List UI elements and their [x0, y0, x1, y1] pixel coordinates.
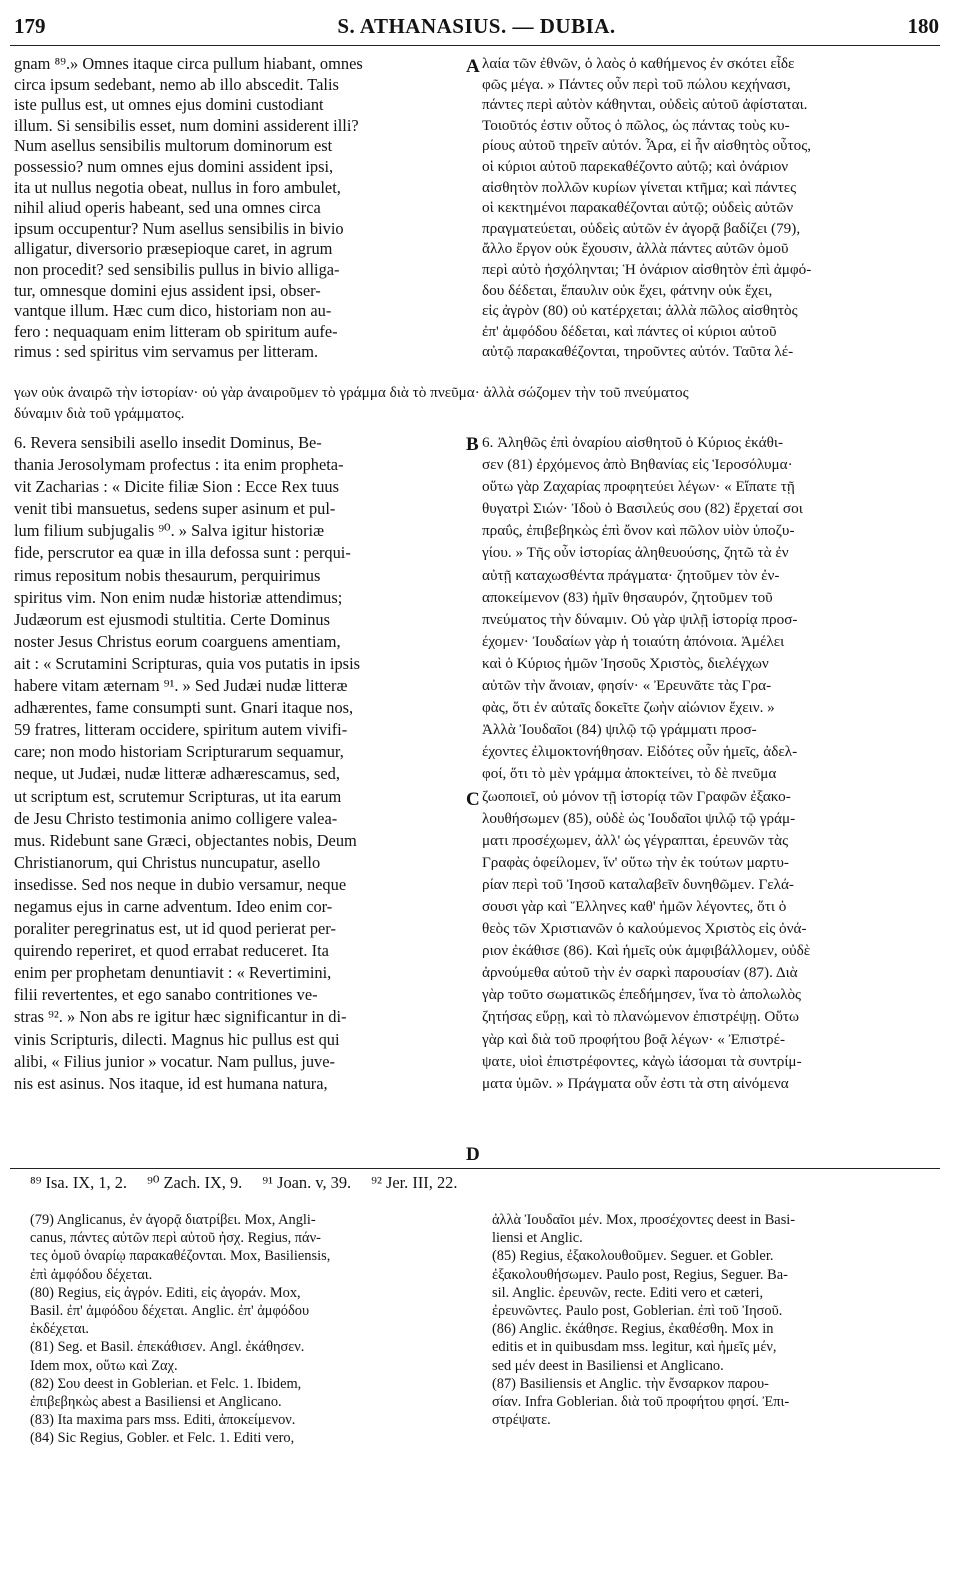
latin-line: tur, omnesque domini ejus assident ipsi, obser-	[14, 280, 321, 300]
latin-line: ait : « Scrutamini Scripturas, quia vos putatis in ipsis	[14, 653, 360, 673]
greek-line: ρίους αὐτοῦ τηρεῖν αὐτόν. Ἆρα, εἰ ἦν αἰσθητὸς οὗτος,	[482, 137, 812, 155]
greek-line: Τοιοῦτός ἐστιν οὗτος ὁ πῶλος, ὡς πάντας τοὺς κυ-	[482, 116, 790, 134]
greek-line: αὐτῇ καταχωσθέντα πράγματα· ζητοῦμεν τὸν ἐν-	[482, 566, 780, 584]
latin-line: stras ⁹². » Non abs re igitur hæc significantur in di-	[14, 1007, 347, 1027]
greek-line: πνεύματος τὴν δύναμιν. Οὐ γὰρ ψιλῇ ἱστορίᾳ προσ-	[482, 610, 798, 628]
greek-column-top	[482, 54, 940, 363]
margin-marker-c: C	[466, 789, 480, 810]
scripture-ref: ⁸⁹ Isa. IX, 1, 2.	[30, 1173, 128, 1192]
latin-line: spiritus vim. Non enim nudæ historiæ attendimus;	[14, 587, 343, 607]
latin-line: Judæorum est ejusmodi stultitia. Certe Dominus	[14, 609, 330, 629]
scripture-references	[30, 1173, 930, 1193]
latin-line: rimus : sed spiritus vim servamus per litteram.	[14, 342, 319, 362]
footnote-line: σίαν. Infra Goblerian. διὰ τοῦ προφήτου φησί. Ἐπι-	[492, 1394, 790, 1411]
latin-line: 6. Revera sensibili asello insedit Dominus, Be-	[14, 433, 322, 452]
greek-line: λαία τῶν ἐθνῶν, ὁ λαὸς ὁ καθήμενος ἐν σκότει εἶδε	[482, 55, 795, 72]
latin-line: quirendo reperiret, et quod errabat reduceret. Ita	[14, 941, 329, 961]
greek-line: ματα ὑμῶν. » Πράγματα οὖν ἐστι τὰ στη αἰνόμενα	[482, 1074, 789, 1092]
greek-line: ριον ἐκάθισε (86). Καὶ ἡμεῖς οὐκ ἀμφιβάλλομεν, οὐδὲ	[482, 942, 811, 960]
footnote-line: sil. Anglic. ἐρευνῶν, recte. Editi vero et cæteri,	[492, 1284, 764, 1301]
footnote-line: ἐκδέχεται.	[30, 1321, 90, 1338]
greek-line: αὐτῷ παρακαθέζονται, τηροῦντες αὐτόν. Ταῦτα λέ-	[482, 343, 794, 361]
greek-line: γὰρ καὶ διὰ τοῦ προφήτου βοᾷ λέγων· « Ἐπιστρέ-	[482, 1030, 786, 1048]
footnote-line: (87) Basiliensis et Anglic. τὴν ἔνσαρκον παρου-	[492, 1375, 769, 1392]
latin-line: ita ut nullus negotia obeat, nullus in foro ambulet,	[14, 177, 341, 197]
greek-line: φοί, ὅτι τὸ μὲν γράμμα ἀποκτείνει, τὸ δὲ πνεῦμα	[482, 765, 777, 783]
greek-line: ἄλλο ἔργον οὐκ ἔχουσιν, ἀλλὰ πάντες αὐτῶν ὁμοῦ	[482, 240, 789, 258]
latin-line: 59 fratres, litteram occidere, spiritum autem vivifi-	[14, 720, 348, 740]
greek-line: οἱ κύριοι αὐτοῦ παρεκαθέζοντο αὐτῷ; καὶ ὀνάριον	[482, 157, 789, 175]
margin-marker-a: A	[466, 56, 480, 77]
greek-line: γων οὐκ ἀναιρῶ τὴν ἱστορίαν· οὐ γὰρ ἀναιροῦμεν τὸ γράμμα διὰ τὸ πνεῦμα· ἀλλὰ σώζομεν τὴν τοῦ πνεύματος	[14, 384, 689, 401]
greek-line: έχοντες ἐλιμοκτονήθησαν. Εἰδότες οὖν ἡμεῖς, ἀδελ-	[482, 743, 798, 761]
latin-line: neque, ut Judæi, nudæ litteræ adhærescamus, sed,	[14, 764, 340, 784]
latin-line: iste pullus est, ut omnes ejus domini custodiant	[14, 95, 324, 115]
latin-line: ut scriptum est, scrutemur Scripturas, ut ita earum	[14, 786, 342, 806]
latin-line: gnam ⁸⁹.» Omnes itaque circa pullum hiabant, omnes	[14, 54, 363, 73]
greek-line: δύναμιν διὰ τοῦ γράμματος.	[14, 404, 185, 422]
greek-line: έχομεν· Ἰουδαίων γὰρ ἡ τοιαύτη ἀπόνοια. Ἀμέλει	[482, 632, 785, 650]
latin-line: venit tibi mansuetus, sedens super asinum et pul-	[14, 499, 336, 519]
footnote-line: ἐπὶ ἀμφόδου δέχεται.	[30, 1266, 153, 1283]
latin-line: nis est asinus. Nos itaque, id est humana natura,	[14, 1073, 328, 1093]
running-title: S. ATHANASIUS. — DUBIA.	[337, 14, 616, 38]
footnote-line: canus, πάντες αὐτῶν περὶ αὐτοῦ ἠσχ. Regius, πάν-	[30, 1230, 321, 1247]
footnote-line: (86) Anglic. ἐκάθησε. Regius, ἐκαθέσθη. Mox in	[492, 1321, 774, 1338]
latin-line: alligatur, diversorio præsepioque caret, in agrum	[14, 239, 333, 259]
latin-line: non procedit? sed sensibilis pullus in bivio alliga-	[14, 259, 340, 279]
latin-line: care; non modo historiam Scripturarum sequamur,	[14, 742, 344, 762]
latin-line: vit Zacharias : « Dicite filiæ Sion : Ecce Rex tuus	[14, 477, 340, 497]
scripture-ref: ⁹¹ Joan. v, 39.	[262, 1173, 352, 1192]
latin-line: noster Jesus Christus eorum coarguens amentiam,	[14, 631, 341, 651]
greek-full-width	[14, 383, 940, 424]
footnote-line: (80) Regius, εἰς ἀγρόν. Editi, εἰς ἀγοράν. Mox,	[30, 1284, 301, 1301]
margin-marker-b: B	[466, 434, 479, 455]
footnote-line: liensi et Anglic.	[492, 1230, 583, 1247]
latin-line: filii revertentes, et ego sanabo contritiones ve-	[14, 985, 318, 1005]
greek-line: αποκείμενον (83) ἡμῖν θησαυρόν, ζητοῦμεν τοῦ	[482, 588, 773, 606]
latin-line: alibi, « Filius junior » vocatur. Nam pullus, juve-	[14, 1051, 335, 1071]
footnote-line: (82) Σου deest in Goblerian. et Felc. 1. Ibidem,	[30, 1375, 302, 1392]
greek-line: καὶ ὁ Κύριος ἡμῶν Ἰησοῦς Χριστὸς, διελέγχων	[482, 654, 769, 672]
greek-line: οἱ κεκτημένοι παρακαθέζονται αὐτῷ; οὐδεὶς αὐτῶν	[482, 199, 794, 217]
latin-line: fero : nequaquam enim litteram ob spiritum aufe-	[14, 321, 338, 341]
footnote-line: (81) Seg. et Basil. ἐπεκάθισεν. Angl. ἐκάθησεν.	[30, 1339, 305, 1356]
greek-line: πραγματεύεται, οὐδεὶς αὐτῶν ἐν ἀγορᾷ βαδίζει (79),	[482, 219, 801, 237]
footnotes-left	[30, 1211, 470, 1448]
latin-column-bottom	[14, 432, 462, 1095]
latin-line: mus. Ridebunt sane Græci, objectantes nobis, Deum	[14, 830, 357, 850]
scripture-ref: ⁹² Jer. III, 22.	[371, 1173, 458, 1192]
latin-line: de Jesu Christo testimonia animo colligere valea-	[14, 808, 338, 828]
footnote-line: στρέψατε.	[492, 1412, 551, 1429]
footnote-line: (85) Regius, ἐξακολουθοῦμεν. Seguer. et Gobler.	[492, 1248, 774, 1265]
page-header	[14, 14, 939, 44]
greek-line: περὶ αὐτὸ ἠσχόληνται; Ἡ ὀνάριον αἰσθητὸν ἐπὶ ἀμφό-	[482, 260, 812, 278]
latin-line: rimus repositum nobis thesaurum, perquirimus	[14, 565, 321, 585]
greek-line: σεν (81) ἐρχόμενος ἀπὸ Βηθανίας εἰς Ἱεροσόλυμα·	[482, 456, 793, 474]
latin-line: poraliter peregrinatus est, ut id quod perierat per-	[14, 919, 336, 939]
greek-line: θυγατρὶ Σιών· Ἰδοὺ ὁ Βασιλεύς σου (82) ἔρχεταί σοι	[482, 500, 803, 518]
footnote-line: ἀλλὰ Ἰουδαῖοι μέν. Mox, προσέχοντες deest in Basi-	[492, 1212, 796, 1228]
greek-line: ἐπ' ἀμφόδου δέδεται, καὶ πάντες οἱ κύριοι αὐτοῦ	[482, 322, 777, 340]
latin-line: habere vitam æternam ⁹¹. » Sed Judæi nudæ litteræ	[14, 676, 348, 696]
latin-line: adhærentes, fame consumpti sunt. Gnari itaque nos,	[14, 698, 354, 718]
footnote-line: Idem mox, οὕτω καὶ Ζαχ.	[30, 1357, 178, 1374]
footnote-line: ἐρευνῶντες. Paulo post, Goblerian. ἐπὶ τοῦ Ἰησοῦ.	[492, 1303, 783, 1320]
greek-line: δου δέδεται, ἔπαυλιν οὐκ ἔχει, φάτνην οὐκ ἔχει,	[482, 281, 773, 299]
footnote-line: τες ὁμοῦ ὀναρίῳ παρακαθέζονται. Mox, Basiliensis,	[30, 1248, 331, 1265]
footnote-line: (79) Anglicanus, ἐν ἀγορᾷ διατρίβει. Mox, Angli-	[30, 1212, 316, 1228]
greek-line: ἀρνούμεθα αὐτοῦ τὴν ἐν σαρκὶ παρουσίαν (87). Διὰ	[482, 964, 798, 982]
footnote-line: Basil. ἐπ' ἀμφόδου δέχεται. Anglic. ἐπ' ἀμφόδου	[30, 1303, 310, 1320]
header-rule	[10, 45, 940, 46]
greek-line: ματι προσέχωμεν, ἀλλ' ὡς γέγραπται, ἐρευνῶν τὰς	[482, 831, 789, 849]
latin-line: circa ipsum sedebant, nemo ab illo abscedit. Talis	[14, 74, 339, 94]
greek-line: ζωοποιεῖ, οὐ μόνον τῇ ἱστορίᾳ τῶν Γραφῶν ἐξακο-	[482, 787, 791, 805]
greek-line: αὐτῶν τὴν ἄνοιαν, φησίν· « Ἐρευνᾶτε τὰς Γρα-	[482, 677, 772, 695]
greek-column-bottom	[482, 432, 940, 1095]
greek-line: λουθήσωμεν (85), οὐδὲ ὡς Ἰουδαῖοι ψιλῷ τῷ γράμ-	[482, 809, 796, 827]
latin-line: fide, perscrutor ea quæ in illa defossa sunt : perqui-	[14, 543, 351, 563]
greek-line: ψατε, υἱοὶ ἐπιστρέφοντες, κἀγὼ ἰάσομαι τὰ συντρίμ-	[482, 1052, 802, 1070]
greek-line: πάντες περὶ αὐτὸν κάθηνται, οὐδεὶς αὐτοῦ ἀφίσταται.	[482, 96, 808, 114]
latin-line: vinis Scripturis, dilecti. Magnus hic pullus est qui	[14, 1029, 340, 1049]
latin-line: possessio? num omnes ejus domini assident ipsi,	[14, 156, 334, 176]
greek-line: 6. Ἀληθῶς ἐπὶ ὀναρίου αἰσθητοῦ ὁ Κύριος ἐκάθι-	[482, 434, 784, 451]
latin-line: thania Jerosolymam profectus : ita enim propheta-	[14, 455, 344, 475]
latin-line: lum filium subjugalis ⁹⁰. » Salva igitur historiæ	[14, 521, 325, 541]
scripture-ref: ⁹⁰ Zach. IX, 9.	[147, 1173, 243, 1192]
greek-line: γὰρ τοῦτο σωματικῶς ἐπεδήμησεν, ἵνα τὸ ἀπολωλὸς	[482, 986, 802, 1004]
greek-line: σουσι γὰρ καὶ Ἕλληνες καθ' ἡμῶν λέγοντες, ὅτι ὁ	[482, 897, 787, 915]
margin-marker-d: D	[466, 1144, 480, 1165]
page-number-right: 180	[907, 14, 939, 38]
greek-line: θεὸς τῶν Χριστιανῶν ὁ καλούμενος Χριστὸς εἰς ὀνά-	[482, 920, 807, 938]
page-number-left: 179	[14, 14, 46, 38]
greek-line: Γραφὰς ὀφείλομεν, ἵν' οὕτω τὴν ἐκ τούτων μαρτυ-	[482, 853, 789, 871]
footnotes-right	[492, 1211, 938, 1429]
greek-line: ζητήσας εὕρῃ, καὶ τὸ πλανώμενον ἐπιστρέψῃ. Οὕτω	[482, 1008, 800, 1026]
latin-line: illum. Si sensibilis esset, num domini assiderent illi?	[14, 115, 359, 135]
latin-line: Christianorum, qui Christus nuncupatur, asello	[14, 852, 321, 872]
latin-line: vantque illum. Hæc cum dico, historiam non au-	[14, 301, 332, 321]
latin-line: enim per prophetam denuntiavit : « Revertimini,	[14, 963, 332, 983]
latin-line: negamus ejus in carne adventum. Ideo enim cor-	[14, 896, 333, 916]
footnote-line: ἐπιβεβηκὼς abest a Basiliensi et Anglicano.	[30, 1394, 282, 1411]
greek-line: γίου. » Τῆς οὖν ἱστορίας ἀληθευούσης, ζητῶ τὰ ἐν	[482, 544, 789, 562]
greek-line: αἰσθητὸν πολλῶν κυρίων γίνεται κτῆμα; καὶ πάντες	[482, 178, 797, 196]
greek-line: Ἀλλὰ Ἰουδαῖοι (84) ψιλῷ τῷ γράμματι προσ-	[482, 721, 757, 739]
footnote-line: ἐξακολουθήσωμεν. Paulo post, Regius, Seguer. Ba-	[492, 1266, 788, 1283]
latin-line: ipsum occupentur? Num asellus sensibilis in bivio	[14, 218, 344, 238]
greek-line: φῶς μέγα. » Πάντες οὖν περὶ τοῦ πώλου κεχήνασι,	[482, 75, 791, 93]
footnote-rule	[10, 1168, 940, 1169]
footnote-line: sed μέν deest in Basiliensi et Anglicano.	[492, 1357, 724, 1374]
footnote-line: (84) Sic Regius, Gobler. et Felc. 1. Editi vero,	[30, 1430, 295, 1447]
latin-line: nihil aliud operis habeant, sed una omnes circa	[14, 198, 321, 218]
greek-line: ρίαν περὶ τοῦ Ἰησοῦ καταλαβεῖν δυνηθῶμεν. Γελά-	[482, 875, 794, 893]
greek-line: εἰς ἀγρὸν (80) οὐ κατέρχεται; ἀλλὰ πῶλος αἰσθητὸς	[482, 302, 798, 320]
latin-line: insedisse. Sed nos neque in dubio versamur, neque	[14, 874, 347, 894]
latin-line: Num asellus sensibilis multorum dominorum est	[14, 136, 333, 156]
greek-line: οὕτω γὰρ Ζαχαρίας προφητεύει λέγων· « Εἴπατε τῇ	[482, 478, 795, 496]
footnote-line: editis et in quibusdam mss. legitur, καὶ ἡμεῖς μέν,	[492, 1339, 777, 1356]
greek-line: φὰς, ὅτι ἐν αὐταῖς δοκεῖτε ζωὴν αἰώνιον ἔχειν. »	[482, 699, 775, 717]
greek-line: πραΰς, ἐπιβεβηκὼς ἐπὶ ὄνον καὶ πῶλον υἱὸν ὑποζυ-	[482, 522, 795, 540]
latin-column-top	[14, 54, 462, 363]
footnote-line: (83) Ita maxima pars mss. Editi, ἀποκείμενον.	[30, 1412, 296, 1429]
